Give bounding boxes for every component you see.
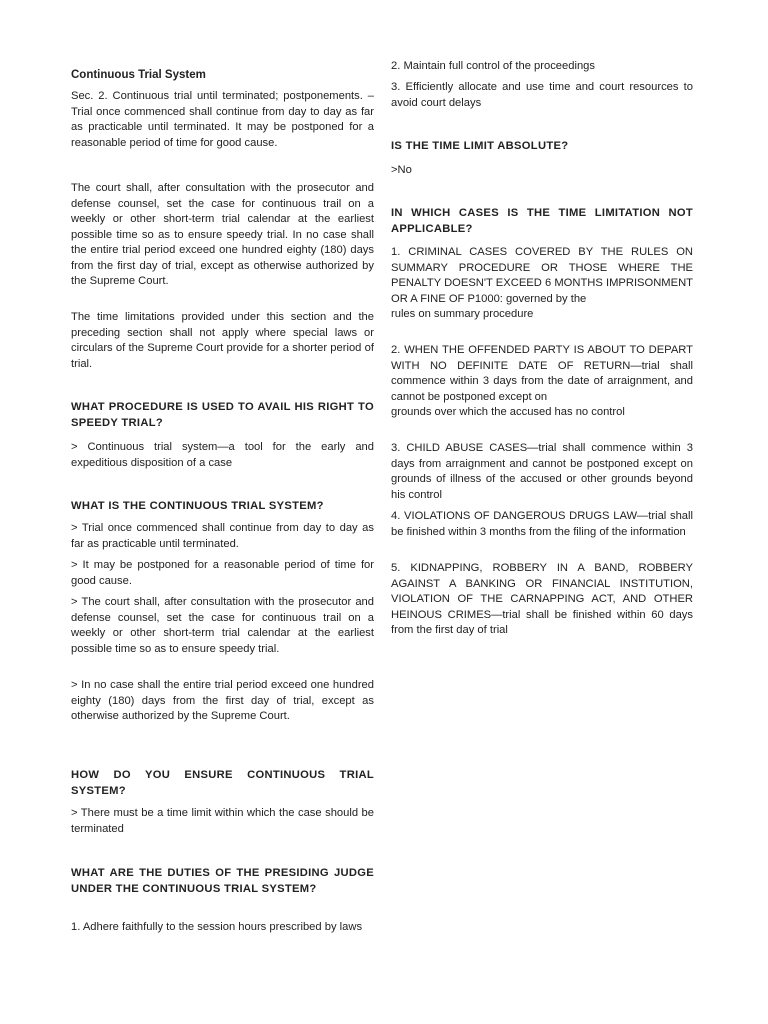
- court-shall-paragraph: The court shall, after consultation with the prosecutor and defense counsel, set the case for continuous trail on a weekly or other short-term trial calendar at the earliest possible time so as to ensure speedy trial. In no case shall the entire trial period exceed one hundred eighty (180) days from the first day of trial, except as otherwise authorized by the Supreme Court.: [71, 182, 374, 287]
- section-2-paragraph: Sec. 2. Continuous trial until terminated; postponements. – Trial once commenced shall continue from day to day as far as practicable until terminated. It may be postponed for a reasonable period of time for good cause.: [71, 90, 374, 149]
- case-item-2: [391, 343, 693, 421]
- duty-item: 3. Efficiently allocate and use time and court resources to avoid court delays: [391, 81, 693, 109]
- question-what-is-continuous-trial: WHAT IS THE CONTINUOUS TRIAL SYSTEM?: [71, 500, 324, 512]
- question-time-limitation-not-applicable: IN WHICH CASES IS THE TIME LIMITATION NOT APPLICABLE?: [391, 207, 693, 235]
- answer-item: > In no case shall the entire trial period exceed one hundred eighty (180) days from the first day of trial, except as otherwise authorized by the Supreme Court.: [71, 679, 374, 722]
- duty-item: 1. Adhere faithfully to the session hours prescribed by laws: [71, 921, 363, 933]
- answer-item: > The court shall, after consultation with the prosecutor and defense counsel, set the case for continuous trail on a weekly or other short-term trial calendar at the earliest possible time so as to ensure speedy trial.: [71, 596, 374, 655]
- case-item-4: 4. VIOLATIONS OF DANGEROUS DRUGS LAW—trial shall be finished within 3 months from the filing of the information: [391, 510, 693, 538]
- case-item-2-text: 2. WHEN THE OFFENDED PARTY IS ABOUT TO DEPART WITH NO DEFINITE DATE OF RETURN—trial shall commence within 3 days from the date of arraignment, and cannot be postponed except on: [391, 344, 693, 403]
- time-limitations-paragraph: The time limitations provided under this section and the preceding section shall not apply where special laws or circulars of the Supreme Court provide for a shorter period of trial.: [71, 311, 374, 370]
- case-item-1: [391, 245, 693, 323]
- case-item-1-text: 1. CRIMINAL CASES COVERED BY THE RULES ON SUMMARY PROCEDURE OR THOSE WHERE THE PENALTY DOESN'T EXCEED 6 MONTHS IMPRISONMENT OR A FINE OF P1000: governed by the: [391, 246, 693, 305]
- question-duties-presiding-judge: WHAT ARE THE DUTIES OF THE PRESIDING JUDGE UNDER THE CONTINUOUS TRIAL SYSTEM?: [71, 867, 374, 895]
- case-item-2-continuation: grounds over which the accused has no control: [391, 406, 625, 418]
- answer-item: > It may be postponed for a reasonable period of time for good cause.: [71, 559, 374, 587]
- answer-procedure-speedy-trial: > Continuous trial system—a tool for the early and expeditious disposition of a case: [71, 441, 374, 469]
- answer-item: > Trial once commenced shall continue from day to day as far as practicable until terminated.: [71, 522, 374, 550]
- duty-item: 2. Maintain full control of the proceedings: [391, 60, 595, 72]
- question-time-limit-absolute: IS THE TIME LIMIT ABSOLUTE?: [391, 140, 569, 152]
- case-item-1-continuation: rules on summary procedure: [391, 308, 534, 320]
- question-ensure-continuous-trial: HOW DO YOU ENSURE CONTINUOUS TRIAL SYSTEM?: [71, 769, 374, 797]
- question-procedure-speedy-trial: WHAT PROCEDURE IS USED TO AVAIL HIS RIGHT TO SPEEDY TRIAL?: [71, 401, 374, 429]
- case-item-5: 5. KIDNAPPING, ROBBERY IN A BAND, ROBBERY AGAINST A BANKING OR FINANCIAL INSTITUTION, VIOLATION OF THE CARNAPPING ACT, AND OTHER HEINOUS CRIMES—trial shall be finished within 60 days from the first day of trial: [391, 562, 693, 636]
- case-item-3: 3. CHILD ABUSE CASES—trial shall commence within 3 days from arraignment and cannot be postponed except on grounds of illness of the accused or other grounds beyond his control: [391, 442, 693, 501]
- document-title: Continuous Trial System: [71, 69, 206, 81]
- answer-time-limit-absolute: >No: [391, 164, 412, 176]
- answer-ensure-continuous-trial: > There must be a time limit within which the case should be terminated: [71, 807, 374, 835]
